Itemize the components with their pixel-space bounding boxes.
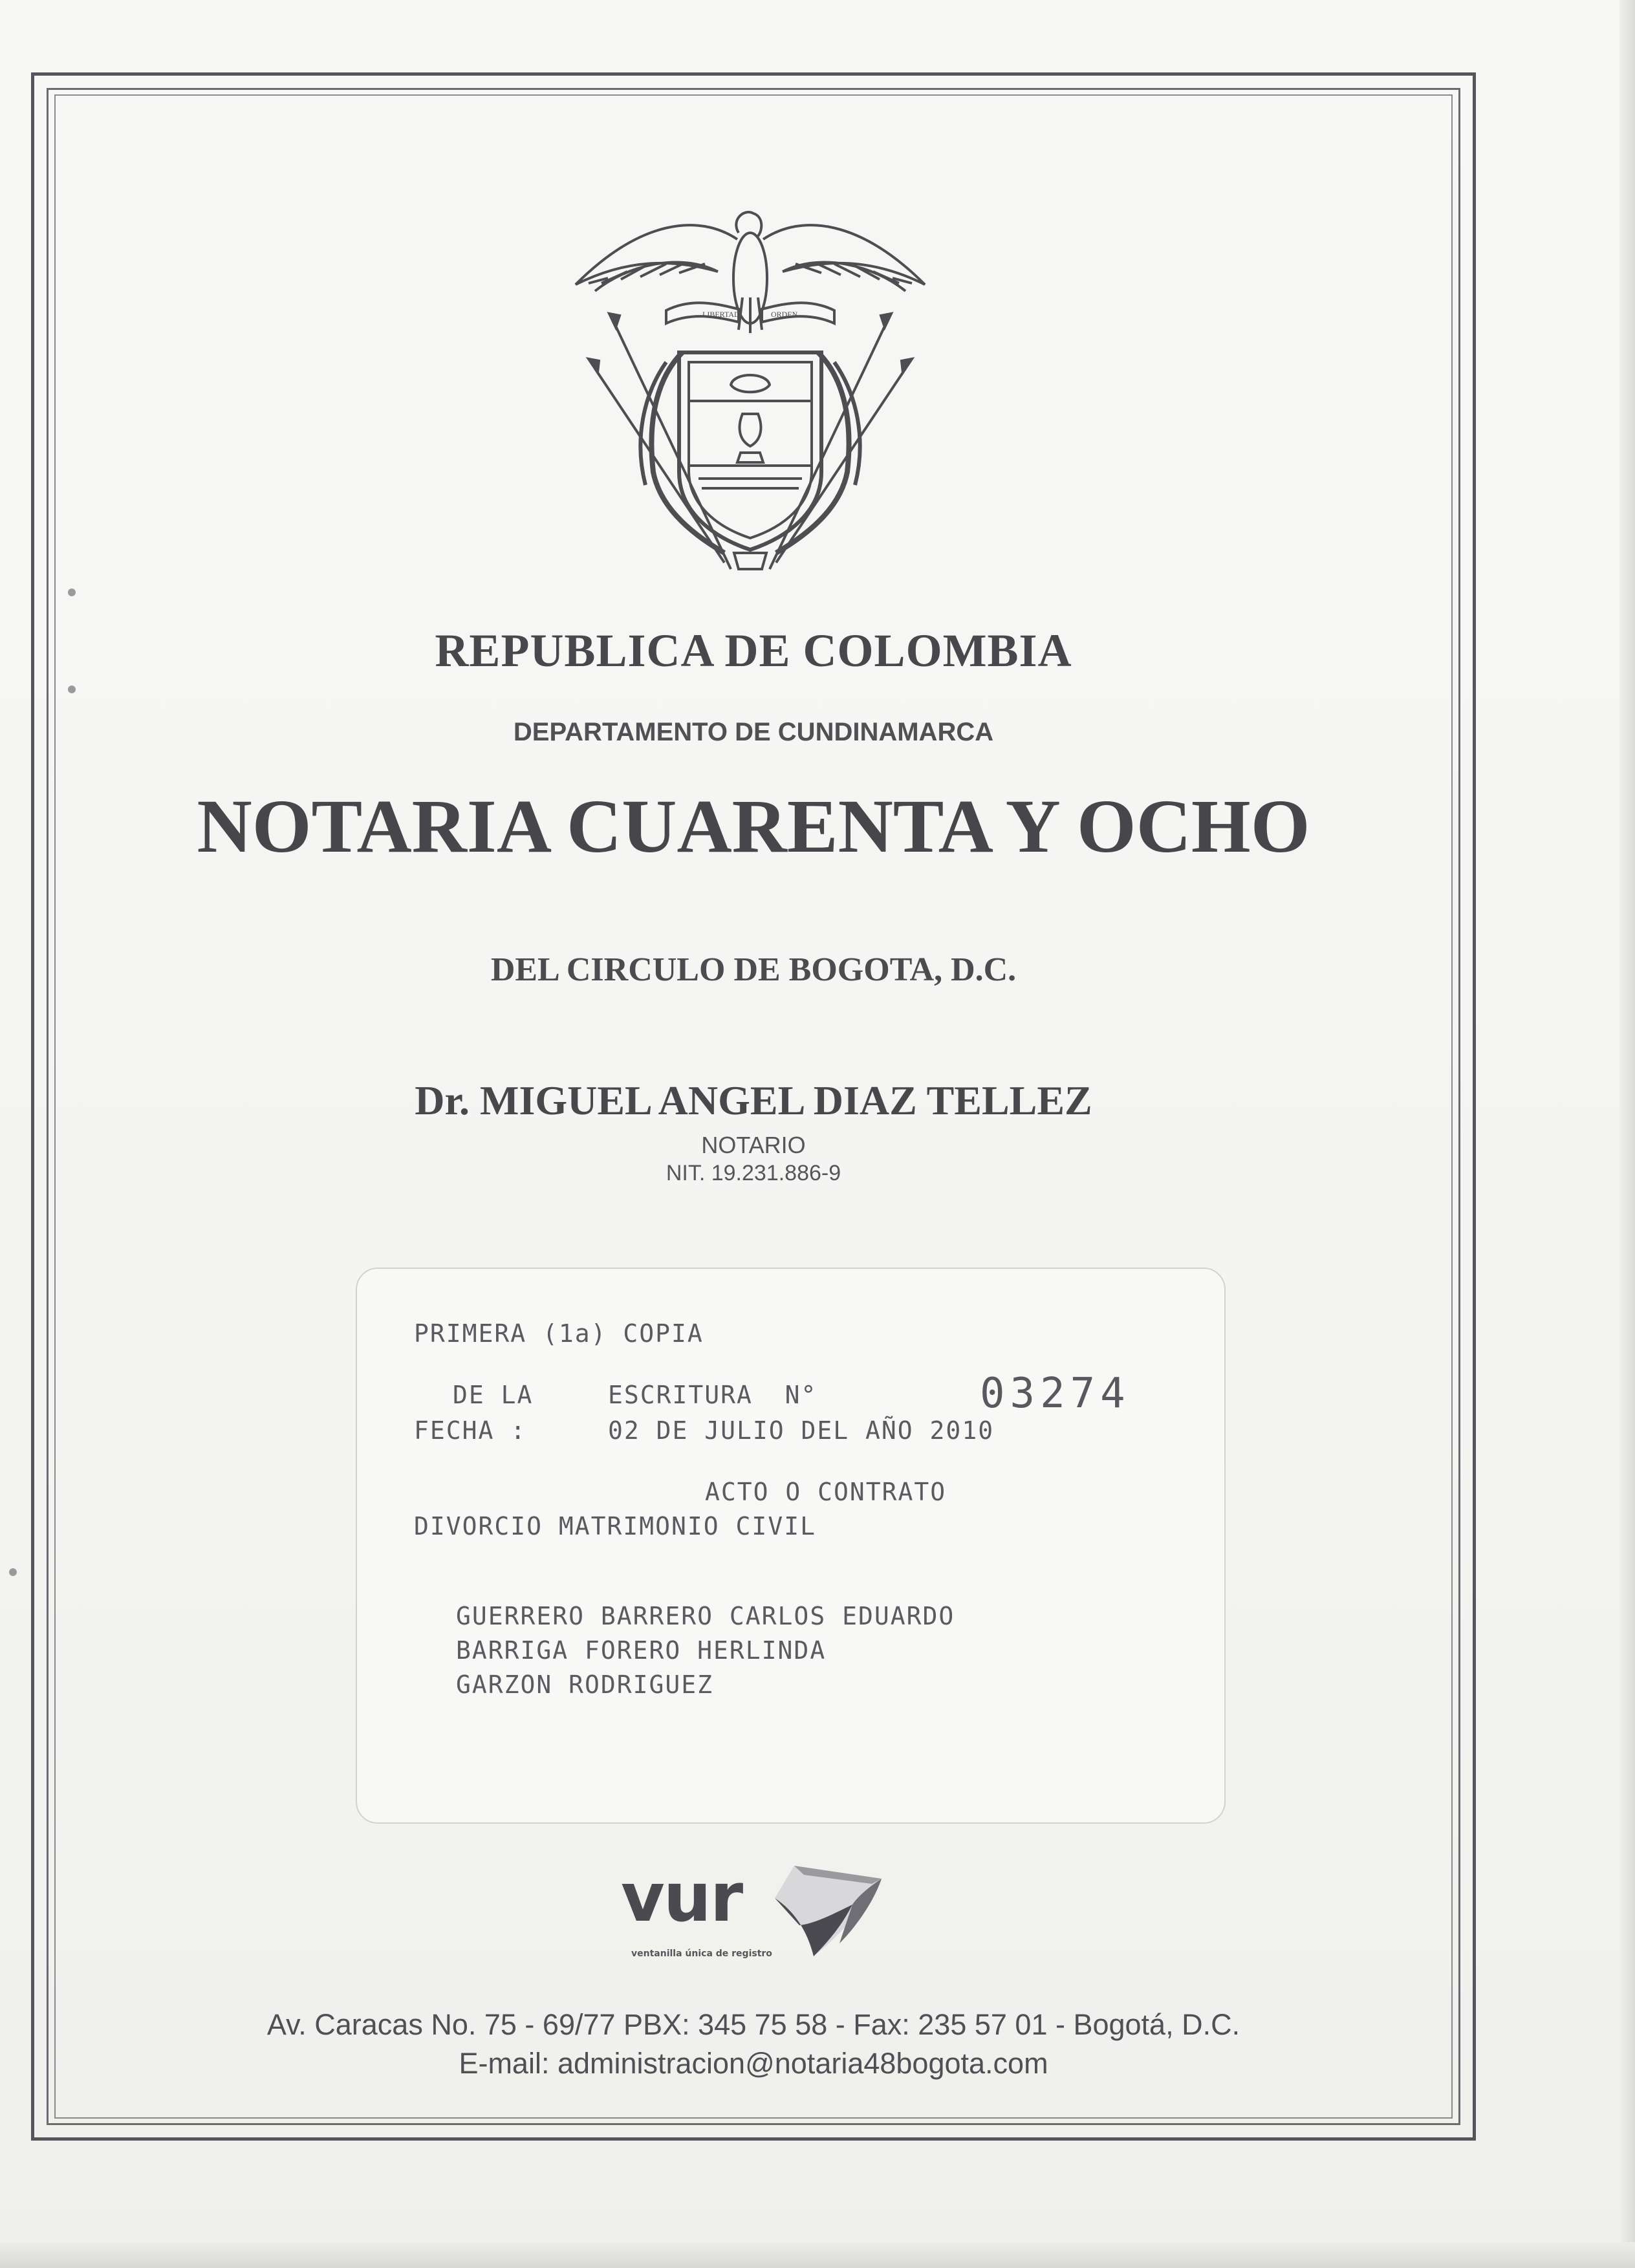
- colombia-coat-of-arms-icon: [569, 200, 931, 576]
- contract-type: DIVORCIO MATRIMONIO CIVIL: [414, 1512, 816, 1540]
- deed-label-sticker: [356, 1268, 1226, 1824]
- act-label: ACTO O CONTRATO: [705, 1478, 947, 1506]
- notary-role: NOTARIO: [701, 1132, 806, 1158]
- escritura-label: ESCRITURA N°: [608, 1381, 817, 1409]
- party-name: GUERRERO BARRERO CARLOS EDUARDO: [456, 1602, 955, 1630]
- vur-folded-mark-icon: [768, 1853, 885, 1956]
- crest-ribbon-right: ORDEN: [771, 310, 798, 319]
- party-name: GARZON RODRIGUEZ: [456, 1670, 714, 1699]
- de-la-label: DE LA: [453, 1381, 534, 1409]
- date-value: 02 DE JULIO DEL AÑO 2010: [608, 1416, 995, 1445]
- deed-number: 03274: [980, 1370, 1131, 1418]
- vur-tagline: ventanilla única de registro: [631, 1949, 772, 1959]
- date-label: FECHA :: [414, 1416, 527, 1445]
- paper-edge-right: [1619, 0, 1635, 2268]
- notary-name: Dr. MIGUEL ANGEL DIAZ TELLEZ: [415, 1077, 1092, 1123]
- notary-nit: NIT. 19.231.886-9: [666, 1161, 841, 1185]
- footer-address: Av. Caracas No. 75 - 69/77 PBX: 345 75 58 - Fax: 235 57 01 - Bogotá, D.C.: [266, 2008, 1240, 2041]
- circle-title: DEL CIRCULO DE BOGOTA, D.C.: [490, 951, 1017, 988]
- party-name: BARRIGA FORERO HERLINDA: [456, 1636, 827, 1665]
- vur-logo-word: vur: [621, 1858, 742, 1937]
- punch-mark: [9, 1568, 17, 1576]
- department-title: DEPARTAMENTO DE CUNDINAMARCA: [513, 718, 994, 746]
- paper-edge-bottom: [0, 2242, 1635, 2268]
- vur-logo: [621, 1853, 893, 1972]
- copy-label: PRIMERA (1a) COPIA: [414, 1319, 704, 1348]
- notary-office-title: NOTARIA CUARENTA Y OCHO: [197, 784, 1310, 869]
- country-title: REPUBLICA DE COLOMBIA: [435, 625, 1072, 676]
- crest-ribbon-left: LIBERTAD: [702, 310, 740, 319]
- footer-email: E-mail: administracion@notaria48bogota.com: [459, 2047, 1048, 2080]
